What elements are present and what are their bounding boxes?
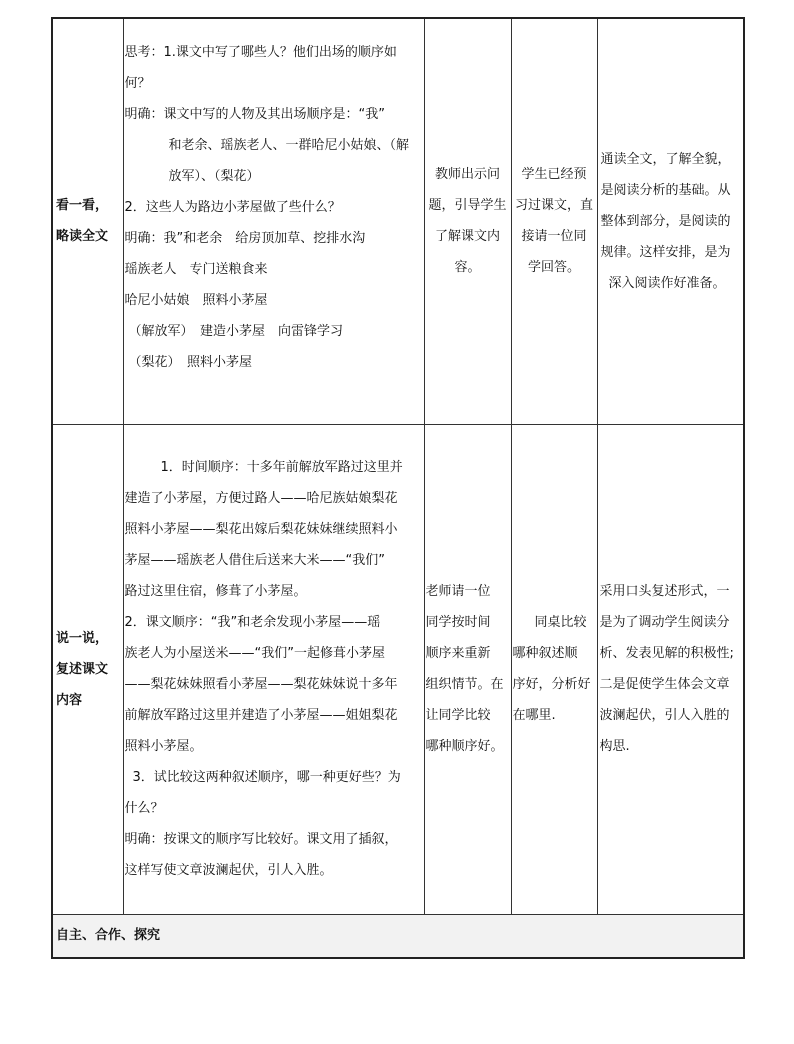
- design-intent: [597, 424, 744, 914]
- content-line: 1．时间顺序：十多年前解放军路过这里并: [160, 459, 403, 475]
- content-line: 前解放军路过这里并建造了小茅屋——姐姐梨花: [124, 707, 398, 723]
- lesson-content: [123, 18, 424, 424]
- intent-line: 二是促使学生体会文章: [599, 677, 730, 692]
- label-line: 略读全文: [56, 229, 109, 245]
- table-row-section-heading: [52, 914, 744, 958]
- lesson-plan-table: [51, 17, 745, 959]
- section-heading: 自主、合作、探究: [52, 914, 744, 958]
- content-line: 茅屋——瑶族老人借住后送来大米——“我们”: [124, 552, 385, 568]
- content-line: 明确：按课文的顺序写比较好。课文用了插叙，: [124, 831, 398, 847]
- student-line: 序好，分析好: [512, 677, 591, 692]
- content-line: 照料小茅屋。: [124, 738, 203, 754]
- content-line: 哈尼小姑娘 照料小茅屋: [124, 293, 268, 308]
- teacher-line: 了解课文内: [434, 229, 500, 245]
- student-line: 习过课文，直: [514, 198, 593, 214]
- content-line: ——梨花妹妹照看小茅屋——梨花妹妹说十多年: [124, 676, 398, 692]
- content-line: 明确：我”和老余 给房顶加草、挖排水沟: [124, 231, 366, 246]
- intent-line: 析、发表见解的积极性;: [599, 646, 734, 661]
- student-activity: [511, 18, 597, 424]
- student-line: 接请一位同: [521, 229, 587, 245]
- intent-line: 通读全文，了解全貌，: [600, 151, 731, 167]
- teacher-line: 题，引导学生: [428, 198, 507, 214]
- content-line: 路过这里住宿，修葺了小茅屋。: [124, 583, 307, 599]
- label-line: 看一看，: [56, 198, 109, 214]
- row-label: [52, 424, 123, 914]
- intent-line: 整体到部分，是阅读的: [600, 213, 731, 229]
- label-line: 内容: [56, 692, 83, 708]
- label-line: 复述课文: [56, 661, 109, 677]
- content-line: 和老余、瑶族老人、一群哈尼小姑娘、（解: [168, 138, 410, 153]
- student-line: 学回答。: [527, 260, 580, 276]
- label-line: 说一说，: [56, 630, 109, 646]
- teacher-line: 容。: [454, 260, 481, 276]
- intent-line: 波澜起伏，引人入胜的: [599, 708, 730, 723]
- row-label: [52, 18, 123, 424]
- teacher-activity: [424, 18, 511, 424]
- student-line: 学生已经预: [521, 167, 587, 183]
- student-line: 同桌比较: [534, 615, 587, 630]
- intent-line: 深入阅读作好准备。: [608, 275, 726, 291]
- content-line: 什么？: [124, 800, 164, 816]
- student-line: 在哪里.: [512, 708, 556, 723]
- intent-line: 是阅读分析的基础。从: [600, 182, 731, 198]
- design-intent: [597, 18, 744, 424]
- content-line: 思考：1.课文中写了哪些人？他们出场的顺序如: [124, 45, 397, 60]
- content-line: 何？: [124, 76, 151, 91]
- content-line: （解放军） 建造小茅屋 向雷锋学习: [128, 324, 344, 339]
- table-row-skim-reading: [52, 18, 744, 424]
- teacher-line: 组织情节。在: [425, 677, 504, 692]
- intent-line: 是为了调动学生阅读分: [599, 615, 730, 630]
- teacher-line: 教师出示问: [434, 167, 500, 183]
- content-line: 照料小茅屋——梨花出嫁后梨花妹妹继续照料小: [124, 521, 398, 537]
- content-line: 瑶族老人 专门送粮食来: [124, 262, 268, 277]
- teacher-line: 老师请一位: [425, 584, 491, 599]
- intent-line: 采用口头复述形式，一: [599, 584, 730, 599]
- teacher-activity: [424, 424, 511, 914]
- intent-line: 规律。这样安排，是为: [600, 244, 731, 260]
- content-line: 明确：课文中写的人物及其出场顺序是：“我”: [124, 107, 385, 122]
- teacher-line: 同学按时间: [425, 615, 491, 630]
- student-activity: [511, 424, 597, 914]
- content-line: 3．试比较这两种叙述顺序，哪一种更好些？为: [132, 769, 401, 785]
- content-line: 2．课文顺序：“我”和老余发现小茅屋——瑶: [124, 614, 381, 630]
- teacher-line: 哪种顺序好。: [425, 739, 504, 754]
- content-line: （梨花） 照料小茅屋: [128, 355, 253, 370]
- teacher-line: 让同学比较: [425, 708, 491, 723]
- student-line: 哪种叙述顺: [512, 646, 578, 661]
- table-row-retell: [52, 424, 744, 914]
- content-line: 族老人为小屋送米——“我们”一起修葺小茅屋: [124, 645, 385, 661]
- content-line: 建造了小茅屋，方便过路人——哈尼族姑娘梨花: [124, 490, 398, 506]
- intent-line: 构思.: [599, 739, 630, 754]
- content-line: 这样写使文章波澜起伏，引人入胜。: [124, 862, 333, 878]
- teacher-line: 顺序来重新: [425, 646, 491, 661]
- content-line: 放军）、（梨花）: [168, 169, 260, 184]
- content-line: 2．这些人为路边小茅屋做了些什么？: [124, 200, 341, 215]
- lesson-content: [123, 424, 424, 914]
